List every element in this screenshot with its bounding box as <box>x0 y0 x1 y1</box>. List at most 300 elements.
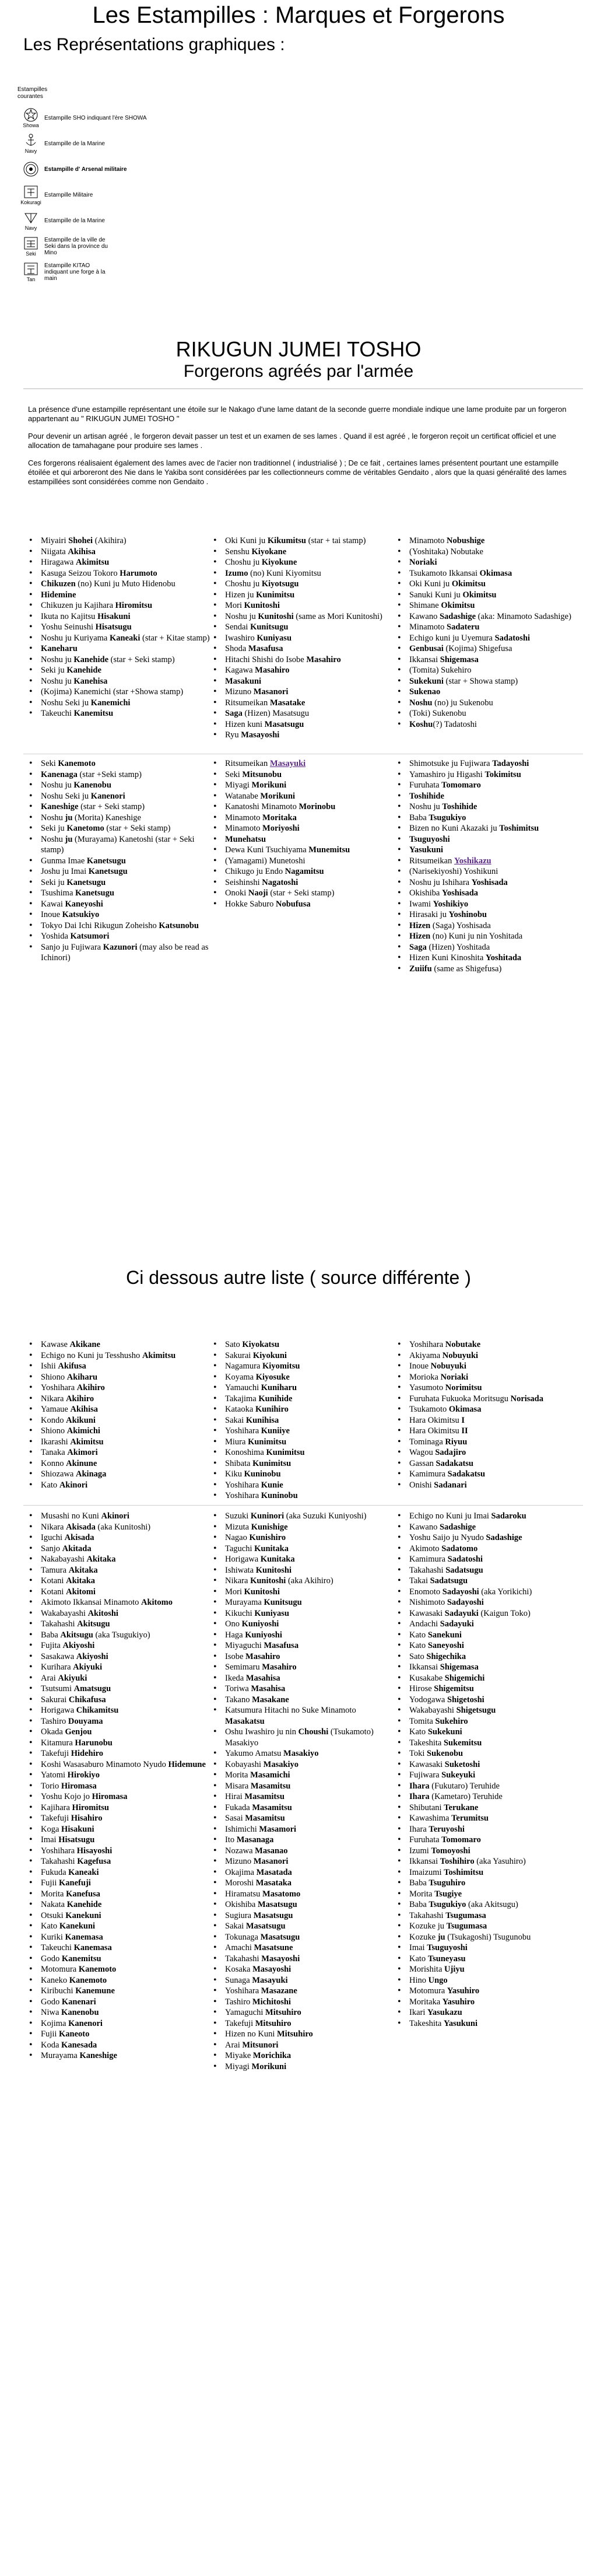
list-item: • Bizen no Kuni Akazaki ju Toshimitsu <box>394 823 578 834</box>
list-item: • Tashiro Douyama <box>26 1716 210 1727</box>
list-item: • Kitamura Harunobu <box>26 1738 210 1749</box>
list-item: • Kajihara Hiromitsu <box>26 1803 210 1814</box>
list2-title: Ci dessous autre liste ( source différente ) <box>126 1267 471 1288</box>
list-item: • Murayama Kunitsugu <box>210 1597 394 1608</box>
list-item: • Morioka Noriaki <box>394 1372 578 1383</box>
list-item: • Ikkansai Shigemasa <box>394 654 578 666</box>
list-item: • Kawano Sadashige <box>394 1522 578 1533</box>
rikugun-subtitle: Forgerons agréés par l'armée <box>183 362 414 381</box>
list-item: • Kiku Kuninobu <box>210 1469 394 1480</box>
list-item: • Sasai Masamitsu <box>210 1813 394 1824</box>
list-item: • Kusakabe Shigemichi <box>394 1673 578 1684</box>
list-item: • Ihara Teruyoshi <box>394 1824 578 1835</box>
list-item: • Moroshi Masataka <box>210 1878 394 1889</box>
legend-text: Estampille Militaire <box>44 191 93 198</box>
list-item: • Ono Kuniyoshi <box>210 1619 394 1630</box>
list-item: • Kamimura Sadatoshi <box>394 1554 578 1565</box>
legend-text: Estampille KITAO indiquant une forge à la main <box>44 262 106 282</box>
list-item: • Mizuta Kunishige <box>210 1522 394 1533</box>
list-item: • Hidemine <box>26 590 210 601</box>
legend-text: Estampille d' Arsenal militaire <box>44 166 127 173</box>
list-item: • Fujii Kaneoto <box>26 2029 210 2040</box>
list-item: • Yoshihara Nobutake <box>394 1339 578 1350</box>
list-column <box>26 1339 210 1502</box>
list-item: • Chikuzen ju Kajihara Hiromitsu <box>26 600 210 611</box>
list-item: • Furuhata Fukuoka Moritsugu Norisada <box>394 1394 578 1405</box>
list-item: • Kozuke ju (Tsukagoshi) Tsugunobu <box>394 1932 578 1943</box>
military-icon <box>23 184 39 200</box>
list-item: • Kawano Sadashige (aka: Minamoto Sadashige) <box>394 611 578 622</box>
list-item: • Sakurai Chikafusa <box>26 1695 210 1706</box>
stamp-legend <box>17 86 147 285</box>
list-item: • Yoshu Seinushi Hisatsugu <box>26 622 210 633</box>
legend-caption: Tan <box>26 276 36 282</box>
list-item: • Shimane Okimitsu <box>394 600 578 611</box>
list-item: • Baba Tsugukiyo (aka Akitsugu) <box>394 1899 578 1910</box>
list-item: • Inoue Nobuyuki <box>394 1361 578 1372</box>
list-item: • Gassan Sadakatsu <box>394 1458 578 1469</box>
list-item: • Yoshu Kojo jo Hiromasa <box>26 1791 210 1803</box>
list-item: • Gunma Imae Kanetsugu <box>26 856 210 867</box>
list-item: • Seki ju Kanetsugu <box>26 877 210 888</box>
list-item: • Mori Kunitoshi <box>210 1587 394 1598</box>
list-item: • Torio Hiromasa <box>26 1781 210 1792</box>
list-item: • Noshu ju Kanenobu <box>26 780 210 791</box>
legend-text: Estampille de la Marine <box>44 217 105 224</box>
list-item: • Hara Okimitsu II <box>394 1426 578 1437</box>
list-item: • Tokunaga Masatsugu <box>210 1932 394 1943</box>
list-column <box>210 758 394 974</box>
list-item: • Ikuta no Kajitsu Hisakuni <box>26 611 210 622</box>
list-item: • Imai Tsuguyoshi <box>394 1943 578 1954</box>
list-item: • Yoshu Saijo ju Nyudo Sadashige <box>394 1532 578 1544</box>
list-item: • Seki Kanemoto <box>26 758 210 769</box>
list-item: • Minamoto Moritaka <box>210 813 394 824</box>
list-item: • Semimaru Masahiro <box>210 1662 394 1673</box>
list-item: • Takahashi Masayoshi <box>210 1954 394 1965</box>
list-item: • Tsuguyoshi <box>394 834 578 845</box>
list-item: • Kato Tsuneyasu <box>394 1954 578 1965</box>
page-title: Les Estampilles : Marques et Forgerons <box>92 2 505 28</box>
list-item: • Konno Akinune <box>26 1458 210 1469</box>
list-item: • Katsumura Hitachi no Suke Minamoto Masakatsu <box>210 1705 394 1727</box>
list-item: • Musashi no Kuni Akinori <box>26 1511 210 1522</box>
list-item: • Zuiifu (same as Shigefusa) <box>394 964 578 975</box>
name-list <box>210 758 394 909</box>
list-item: • Sukekuni (star + Showa stamp) <box>394 676 578 687</box>
list-item: • Takeuchi Kanemasa <box>26 1943 210 1954</box>
list-item: • Echigo kuni ju Uyemura Sadatoshi <box>394 633 578 644</box>
name-list <box>394 536 578 730</box>
legend-row <box>17 156 147 182</box>
list-item: • Noshu ju Toshihide <box>394 802 578 813</box>
list-item: • Shibutani Terukane <box>394 1803 578 1814</box>
list-item: • (Narisekiyoshi) Yoshikuni <box>394 866 578 877</box>
list-item: • Shoda Masafusa <box>210 643 394 654</box>
list-item: • Hitachi Shishi do Isobe Masahiro <box>210 654 394 666</box>
list-item: • Toriwa Masahisa <box>210 1684 394 1695</box>
list-item: • Sakai Masatsugu <box>210 1921 394 1932</box>
list-item: • Koda Kanesada <box>26 2040 210 2051</box>
list-item: • Ryu Masayoshi <box>210 730 394 741</box>
list-item: • Hirasaki ju Yoshinobu <box>394 909 578 921</box>
navy-icon <box>23 210 39 225</box>
list-item: • Saga (Hizen) Masatsugu <box>210 708 394 719</box>
list-item: • Sanjo ju Fujiwara Kazunori (may also be read as Ichinori) <box>26 942 210 964</box>
list-column <box>210 1511 394 2072</box>
list-item: • Yoshihara Hisayoshi <box>26 1846 210 1857</box>
list-item: • Shiozawa Akinaga <box>26 1469 210 1480</box>
list-item: • Takefuji Hidehiro <box>26 1748 210 1759</box>
list-item: • Oki Kuni ju Okimitsu <box>394 579 578 590</box>
list-item: • Hirai Masamitsu <box>210 1791 394 1803</box>
list-item: • Sakurai Kiyokuni <box>210 1350 394 1362</box>
list-item: • Takahashi Tsugumasa <box>394 1910 578 1922</box>
list-item: • Miyagi Morikuni <box>210 780 394 791</box>
list-item: • Noshu (no) ju Sukenobu <box>394 698 578 709</box>
list-item: • Echigo no Kuni ju Imai Sadaroku <box>394 1511 578 1522</box>
legend-caption: Navy <box>24 148 37 154</box>
list-item: • Nikara Akihiro <box>26 1394 210 1405</box>
list-item: • Yakumo Amatsu Masakiyo <box>210 1748 394 1759</box>
list-item: • Hizen (no) Kuni ju nin Yoshitada <box>394 931 578 942</box>
anchor-icon <box>23 133 38 148</box>
divider <box>23 388 583 389</box>
list-item: • Kotani Akitomi <box>26 1587 210 1598</box>
list-column <box>394 1511 578 2072</box>
list-item: • Hino Ungo <box>394 1975 578 1986</box>
list-item: • Andachi Sadayuki <box>394 1619 578 1630</box>
list-item: • Morita Tsugiye <box>394 1889 578 1900</box>
list-item: • Sugiura Masatsugu <box>210 1910 394 1922</box>
list-item: • Toki Sukenobu <box>394 1748 578 1759</box>
list-item: • Tashiro Michitoshi <box>210 1997 394 2008</box>
list-item: • Dewa Kuni Tsuchiyama Munemitsu <box>210 845 394 856</box>
list-item: • Fukada Masamitsu <box>210 1803 394 1814</box>
list-item: • Kuriki Kanemasa <box>26 1932 210 1943</box>
list-item: • Miyaguchi Masafusa <box>210 1640 394 1651</box>
legend-caption: Kokuragi <box>20 200 41 205</box>
tan-icon <box>23 261 39 276</box>
list-item: • Sasakawa Akiyoshi <box>26 1651 210 1662</box>
list-item: • Tokyo Dai Ichi Rikugun Zoheisho Katsunobu <box>26 921 210 932</box>
legend-heading: Estampilles courantes <box>17 86 48 100</box>
list-item: • Saga (Hizen) Yoshitada <box>394 942 578 953</box>
list-item: • Ritsumeikan Masatake <box>210 698 394 709</box>
list-item: • Sendai Kunitsugu <box>210 622 394 633</box>
list-item: • Kawashima Terumitsu <box>394 1813 578 1824</box>
list-item: • Kotani Akitaka <box>26 1576 210 1587</box>
list-item: • Hizen Kuni Kinoshita Yoshitada <box>394 953 578 964</box>
list-item: • Wagou Sadajiro <box>394 1447 578 1458</box>
list-item: • Izumo (no) Kuni Kiyomitsu <box>210 568 394 579</box>
list-item: • Takeshita Sukemitsu <box>394 1738 578 1749</box>
list-item: • Shimotsuke ju Fujiwara Tadayoshi <box>394 758 578 769</box>
list-item: • Tsutsumi Amatsugu <box>26 1684 210 1695</box>
list-item: • Isobe Masahiro <box>210 1651 394 1662</box>
list-item: • Niigata Akihisa <box>26 547 210 558</box>
list-item: • Morishita Ujiyu <box>394 1964 578 1975</box>
list-item: • Masakuni <box>210 676 394 687</box>
list-item: • Hokke Saburo Nobufusa <box>210 899 394 910</box>
list-item: • Oshu Iwashiro ju nin Choushi (Tsukamoto) Masakiyo <box>210 1727 394 1748</box>
list-item: • Oki Kuni ju Kikumitsu (star + tai stamp) <box>210 536 394 547</box>
list-item: • Yasukuni <box>394 845 578 856</box>
list-item: • Shiono Akiharu <box>26 1372 210 1383</box>
list-item: • Wakabayashi Akitoshi <box>26 1608 210 1619</box>
list-item: • Kamimura Sadakatsu <box>394 1469 578 1480</box>
list-item: • Noriaki <box>394 557 578 568</box>
list-item: • Wakabayashi Shigetsugu <box>394 1705 578 1716</box>
name-list <box>210 536 394 741</box>
legend-row <box>17 233 147 259</box>
list-item: • Miura Kunimitsu <box>210 1437 394 1448</box>
list-item: • Miyake Morichika <box>210 2050 394 2062</box>
list-item: • Chikugo ju Endo Nagamitsu <box>210 866 394 877</box>
list-item: • Mori Kunitoshi <box>210 600 394 611</box>
list-item: • Yoshihara Kuninobu <box>210 1490 394 1502</box>
list-item: • Hiramatsu Masatomo <box>210 1889 394 1900</box>
list-item: • Ikari Yasukazu <box>394 2007 578 2018</box>
list-item: • Imai Hisatsugu <box>26 1835 210 1846</box>
list-item: • Godo Kanemitsu <box>26 1954 210 1965</box>
list-item: • Baba Tsugukiyo <box>394 813 578 824</box>
list-item: • Watanabe Morikuni <box>210 791 394 802</box>
list-item: • Tominaga Riyuu <box>394 1437 578 1448</box>
list-item: • Seki ju Kanetomo (star + Seki stamp) <box>26 823 210 834</box>
name-list <box>26 758 210 964</box>
list-item: • Takefuji Hisahiro <box>26 1813 210 1824</box>
list-item: • Takefuji Mitsuhiro <box>210 2018 394 2029</box>
list-item: • Horigawa Kunitaka <box>210 1554 394 1565</box>
name-list <box>26 1339 210 1490</box>
list-item: • Kanatoshi Minamoto Morinobu <box>210 802 394 813</box>
list-item: • Yoshihara Kunie <box>210 1480 394 1491</box>
list-item: • Takahashi Akitsugu <box>26 1619 210 1630</box>
list-item: • Nagamura Kiyomitsu <box>210 1361 394 1372</box>
name-list <box>26 1511 210 2062</box>
list-item: • Chikuzen (no) Kuni ju Muto Hidenobu <box>26 579 210 590</box>
legend-row <box>17 182 147 208</box>
list-item: • Kataoka Kunihiro <box>210 1404 394 1415</box>
list-item: • Noshu ju Kanehisa <box>26 676 210 687</box>
list-item: • Kawai Kaneyoshi <box>26 899 210 910</box>
list-item: • Miyagi Morikuni <box>210 2062 394 2073</box>
list-item: • Yoshihara Masazane <box>210 1986 394 1997</box>
list-item: • Mizuno Masanori <box>210 1856 394 1867</box>
legend-row <box>17 259 147 285</box>
list1-block1 <box>26 536 580 741</box>
legend-text: Estampille de la ville de Seki dans la province du Mino <box>44 236 108 256</box>
list-item: • Kato Saneyoshi <box>394 1640 578 1651</box>
list-item: • Akimoto Sadatomo <box>394 1544 578 1555</box>
list-column <box>26 758 210 974</box>
list-item: • Seishinshi Nagatoshi <box>210 877 394 888</box>
divider <box>23 1505 583 1506</box>
legend-caption: Showa <box>23 123 39 128</box>
name-list <box>394 758 578 974</box>
list-column <box>26 536 210 741</box>
list-item: • Fukuda Kaneaki <box>26 1867 210 1878</box>
list-item: • Sukenao <box>394 687 578 698</box>
list-item: • Kaneshige (star + Seki stamp) <box>26 802 210 813</box>
list-item: • Mizuno Masanori <box>210 687 394 698</box>
list-item: • Onoki Naoji (star + Seki stamp) <box>210 888 394 899</box>
legend-caption: Seki <box>26 251 36 257</box>
list-column <box>394 758 578 974</box>
list-item: • Noshu ju Kunitoshi (same as Mori Kunitoshi) <box>210 611 394 622</box>
list-item: • Minamoto Sadateru <box>394 622 578 633</box>
list-item: • Sanjo Akitada <box>26 1544 210 1555</box>
list-item: • Kato Akinori <box>26 1480 210 1491</box>
list-item: • Godo Kanenari <box>26 1997 210 2008</box>
list-item: • Onishi Sadanari <box>394 1480 578 1491</box>
list-item: • Tsushima Kanetsugu <box>26 888 210 899</box>
list-item: • Hizen ju Kunimitsu <box>210 590 394 601</box>
list-item: • Hizen kuni Masatsugu <box>210 719 394 730</box>
list2-block2 <box>26 1511 580 2072</box>
list-item: • Iwami Yoshikiyo <box>394 899 578 910</box>
list-item: • Kagawa Masahiro <box>210 665 394 676</box>
list-item: • Seki Mitsunobu <box>210 769 394 780</box>
list-item: • Moritaka Yasuhiro <box>394 1997 578 2008</box>
list-item: • Arai Mitsunori <box>210 2040 394 2051</box>
list-item: • Hizen no Kuni Mitsuhiro <box>210 2029 394 2040</box>
list-item: • Shiono Akimichi <box>26 1426 210 1437</box>
list-item: • Yamaue Akihisa <box>26 1404 210 1415</box>
list-item: • Okishiba Masatsugu <box>210 1899 394 1910</box>
list-item: • Tomita Sukehiro <box>394 1716 578 1727</box>
list-item: • Sato Kiyokatsu <box>210 1339 394 1350</box>
list-item: • Takano Masakane <box>210 1695 394 1706</box>
list-item: • Ihara (Fukutaro) Teruhide <box>394 1781 578 1792</box>
list-item: • Yamauchi Kuniharu <box>210 1382 394 1394</box>
list-item: • Kojima Kanenori <box>26 2018 210 2029</box>
list-item: • Yodogawa Shigetoshi <box>394 1695 578 1706</box>
list-item: • Ishii Akifusa <box>26 1361 210 1372</box>
list-item: • Noshu Seki ju Kanemichi <box>26 698 210 709</box>
list-item: • Yatomi Hirokiyo <box>26 1770 210 1781</box>
list-item: • Kasuga Seizou Tokoro Harumoto <box>26 568 210 579</box>
list-item: • Ishimichi Masamori <box>210 1824 394 1835</box>
intro-paragraph: Pour devenir un artisan agréé , le forgeron devait passer un test et un examen de ses lames . Quand il est agréé , le forgeron reçoit un certificat officiel et une allocation de tamahagane pour produire ses lames . <box>28 432 556 450</box>
list-item: • Ito Masanaga <box>210 1835 394 1846</box>
list-item: • Nikara Kunitoshi (aka Akihiro) <box>210 1576 394 1587</box>
list-item: • Morita Masamichi <box>210 1770 394 1781</box>
list-item: • Takeshita Yasukuni <box>394 2018 578 2029</box>
list-item: • Noshu ju Ishihara Yoshisada <box>394 877 578 888</box>
star-icon <box>23 107 38 123</box>
list-item: • Takai Sadatsugu <box>394 1576 578 1587</box>
list-item: • Kurihara Akiyuki <box>26 1662 210 1673</box>
list-item: • Fujii Kanefuji <box>26 1878 210 1889</box>
list-item: • Noshu ju (Morita) Kaneshige <box>26 813 210 824</box>
legend-text: Estampille SHO indiquant l'ère SHOWA <box>44 114 147 121</box>
list1-block2 <box>26 758 580 974</box>
list-item: • Noshu ju Kanehide (star + Seki stamp) <box>26 654 210 666</box>
list-item: • Otsuki Kanekuni <box>26 1910 210 1922</box>
list-item: • Kaneharu <box>26 643 210 654</box>
list-item: • Noshu ju Kuriyama Kaneaki (star + Kitae stamp) <box>26 633 210 644</box>
list-item: • Yoshihara Kuniiye <box>210 1426 394 1437</box>
list-item: • Enomoto Sadayoshi (aka Yorikichi) <box>394 1587 578 1598</box>
list-item: • (Kojima) Kanemichi (star +Showa stamp) <box>26 687 210 698</box>
list-item: • Senshu Kiyokane <box>210 547 394 558</box>
list-item: • Fujita Akiyoshi <box>26 1640 210 1651</box>
list-item: • Kozuke ju Tsugumasa <box>394 1921 578 1932</box>
list-item: • Nikara Akisada (aka Kunitoshi) <box>26 1522 210 1533</box>
list-item: • Tsukamoto Ikkansai Okimasa <box>394 568 578 579</box>
intro-paragraph: Ces forgerons réalisaient également des lames avec de l'acier non traditionnel ( industrialisé ) ; De ce fait , certaines lames présentent pourtant une estampille étoilée et qui arboreront des Nie dans le Yakiba sont considérées par les collectionneurs comme de véritables Gendaito , alors que la quasi généralité des lames estampillées sont considérées comme non Gendaito . <box>28 459 567 486</box>
list-item: • Yasumoto Norimitsu <box>394 1382 578 1394</box>
list-item: • Ritsumeikan Masayuki <box>210 758 394 769</box>
list-item: • Yoshihara Akihiro <box>26 1382 210 1394</box>
list-item: • Hiragawa Akimitsu <box>26 557 210 568</box>
rikugun-title: RIKUGUN JUMEI TOSHO <box>175 337 422 361</box>
list-item: • Morita Kanefusa <box>26 1889 210 1900</box>
list-item: • Ikarashi Akimitsu <box>26 1437 210 1448</box>
list-item: • Okajima Masatada <box>210 1867 394 1878</box>
list-item: • (Yamagami) Munetoshi <box>210 856 394 867</box>
list-item: • Motomura Kanemoto <box>26 1964 210 1975</box>
list-item: • Echigo no Kuni ju Tesshusho Akimitsu <box>26 1350 210 1362</box>
list-item: • Sakai Kunihisa <box>210 1415 394 1426</box>
list-item: • Kawasaki Suketoshi <box>394 1759 578 1770</box>
list-item: • Hirose Shigemitsu <box>394 1684 578 1695</box>
list-item: • Kawase Akikane <box>26 1339 210 1350</box>
list-item: • Minamoto Nobushige <box>394 536 578 547</box>
rikugun-intro <box>28 405 579 495</box>
seki-icon <box>23 236 39 251</box>
intro-paragraph: La présence d'une estampille représentant une étoile sur le Nakago d'une lame datant de la seconde guerre mondiale indique une lame produite par un forgeron appartenant au " RIKUGUN JUMEI TOSHO " <box>28 405 567 423</box>
list-item: • Yoshida Katsumori <box>26 931 210 942</box>
list-item: • (Tomita) Sukehiro <box>394 665 578 676</box>
list-item: • Motomura Yasuhiro <box>394 1986 578 1997</box>
list-item: • Koshi Wasasaburo Minamoto Nyudo Hidemune <box>26 1759 210 1770</box>
list-item: • Sunaga Masayuki <box>210 1975 394 1986</box>
list-item: • Amachi Masatsune <box>210 1943 394 1954</box>
list-item: • Nishimoto Sadayoshi <box>394 1597 578 1608</box>
list-item: • Choshu ju Kiyokune <box>210 557 394 568</box>
legend-row <box>17 208 147 233</box>
list-item: • Furuhata Tomomaro <box>394 780 578 791</box>
list-item: • Takahashi Kagefusa <box>26 1856 210 1867</box>
list-item: • Takahashi Sadatsugu <box>394 1565 578 1576</box>
legend-text: Estampille de la Marine <box>44 140 105 147</box>
list-item: • Kondo Akikuni <box>26 1415 210 1426</box>
list-item: • Kobayashi Masakiyo <box>210 1759 394 1770</box>
arsenal-icon <box>23 161 39 177</box>
list-item: • Taguchi Kunitaka <box>210 1544 394 1555</box>
list-item: • Arai Akiyuki <box>26 1673 210 1684</box>
name-list <box>394 1511 578 2029</box>
list-item: • Imaizumi Toshimitsu <box>394 1867 578 1878</box>
list-item: • Nakata Kanehide <box>26 1899 210 1910</box>
list-item: • Okishiba Yoshisada <box>394 888 578 899</box>
list-item: • Hizen (Saga) Yoshisada <box>394 921 578 932</box>
list-item: • Munehatsu <box>210 834 394 845</box>
list-item: • Okada Genjou <box>26 1727 210 1738</box>
list-item: • Horigawa Chikamitsu <box>26 1705 210 1716</box>
list-item: • Hara Okimitsu I <box>394 1415 578 1426</box>
list-column <box>394 1339 578 1502</box>
list-item: • Tamura Akitaka <box>26 1565 210 1576</box>
legend-caption: Navy <box>24 225 37 231</box>
list-item: • Izumi Tomoyoshi <box>394 1846 578 1857</box>
list-item: • Iwashiro Kuniyasu <box>210 633 394 644</box>
list-item: • Shibata Kunimitsu <box>210 1458 394 1469</box>
list-item: • Murayama Kaneshige <box>26 2050 210 2062</box>
